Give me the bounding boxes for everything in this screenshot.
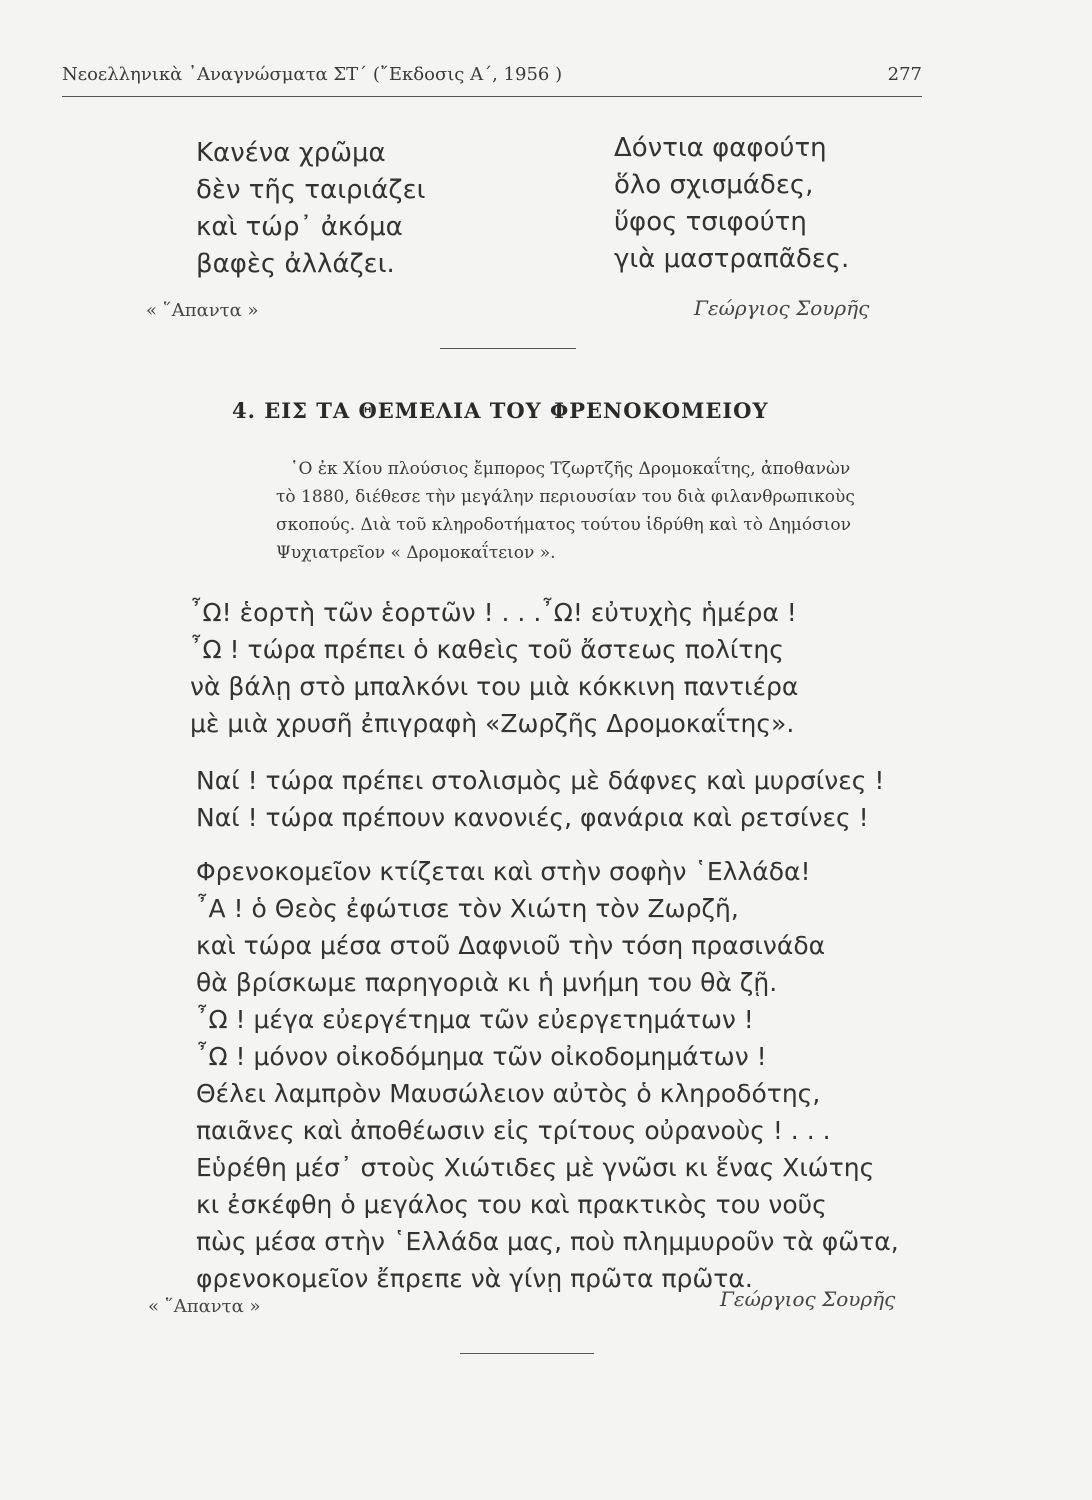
verse-line: ῏Ω ! μόνον οἰκοδόμημα τῶν οἰκοδομημάτων ! xyxy=(196,1042,767,1071)
verse-line: ῏Ω! ἑορτὴ τῶν ἑορτῶν ! . . .῏Ω! εὐτυχὴς ἡμέρα ! xyxy=(190,598,797,627)
poem-author: Γεώργιος Σουρῆς xyxy=(720,1287,896,1311)
verse-line: Φρενοκομεῖον κτίζεται καὶ στὴν σοφὴν ῾Ελλάδα! xyxy=(196,857,811,886)
verse-line: Δόντια φαφούτη xyxy=(614,133,827,163)
verse-line: μὲ μιὰ χρυσῆ ἐπιγραφὴ «Ζωρζῆς Δρομοκαΐτης». xyxy=(190,709,795,738)
section-intro xyxy=(276,455,926,567)
verse-line: καὶ τώρ᾿ ἀκόμα xyxy=(196,212,403,242)
verse-line: βαφὲς ἀλλάζει. xyxy=(196,249,395,279)
page-number: 277 xyxy=(887,64,922,85)
top-poem-right-stanza xyxy=(614,130,849,278)
verse-line: πὼς μέσα στὴν ῾Ελλάδα μας, ποὺ πλημμυροῦν τὰ φῶτα, xyxy=(196,1227,899,1256)
verse-line: δὲν τῆς ταιριάζει xyxy=(196,175,426,205)
verse-line: ῏Α ! ὁ Θεὸς ἐφώτισε τὸν Χιώτη τὸν Ζωρζῆ, xyxy=(196,894,739,923)
top-poem-left-stanza xyxy=(196,135,425,283)
section-divider xyxy=(440,348,576,349)
verse-line: παιᾶνες καὶ ἀποθέωσιν εἰς τρίτους οὐρανοὺς ! . . . xyxy=(196,1116,831,1145)
intro-line: σκοπούς. Διὰ τοῦ κληροδοτήματος τούτου ἱδρύθη καὶ τὸ Δημόσιον xyxy=(276,515,851,535)
running-title: Νεοελληνικὰ ᾿Αναγνώσματα ΣΤ´ (῎Εκδοσις Α´, 1956 ) xyxy=(62,64,563,85)
verse-line: Εὑρέθη μέσ᾿ στοὺς Χιώτιδες μὲ γνῶσι κι ἕνας Χιώτης xyxy=(196,1153,875,1182)
running-head xyxy=(62,64,922,85)
end-divider xyxy=(460,1353,594,1354)
verse-line: Κανένα χρῶμα xyxy=(196,138,386,168)
verse-line: καὶ τώρα μέσα στοῦ Δαφνιοῦ τὴν τόση πρασινάδα xyxy=(196,931,826,960)
verse-line: θὰ βρίσκωμε παρηγοριὰ κι ἡ μνήμη του θὰ ζῇ. xyxy=(196,968,778,997)
verse-line: ῏Ω ! μέγα εὐεργέτημα τῶν εὐεργετημάτων ! xyxy=(196,1005,754,1034)
header-rule xyxy=(62,96,922,97)
verse-line: νὰ βάλῃ στὸ μπαλκόνι του μιὰ κόκκινη παντιέρα xyxy=(190,672,799,701)
verse-line: κι ἐσκέφθη ὁ μεγάλος του καὶ πρακτικὸς του νοῦς xyxy=(196,1190,827,1219)
verse-line: Θέλει λαμπρὸν Μαυσώλειον αὐτὸς ὁ κληροδότης, xyxy=(196,1079,821,1108)
intro-line: τὸ 1880, διέθεσε τὴν μεγάλην περιουσίαν του διὰ φιλανθρωπικοὺς xyxy=(276,487,855,507)
section-title: 4. ΕΙΣ ΤΑ ΘΕΜΕΛΙΑ ΤΟΥ ΦΡΕΝΟΚΟΜΕΙΟΥ xyxy=(232,398,769,423)
poem-stanza-1 xyxy=(190,594,798,742)
top-poem-source: « ῞Απαντα » xyxy=(146,300,259,321)
poem-stanza-3 xyxy=(196,853,899,1297)
verse-line: Ναί ! τώρα πρέπουν κανονιές, φανάρια καὶ ρετσίνες ! xyxy=(196,803,869,832)
intro-line: ῾Ο ἐκ Χίου πλούσιος ἔμπορος Τζωρτζῆς Δρομοκαΐτης, ἀποθανὼν xyxy=(290,459,851,479)
top-poem-author: Γεώργιος Σουρῆς xyxy=(694,296,870,320)
verse-line: Ναί ! τώρα πρέπει στολισμὸς μὲ δάφνες καὶ μυρσίνες ! xyxy=(196,766,885,795)
verse-line: γιὰ μαστραπᾶδες. xyxy=(614,244,850,274)
poem-stanza-2 xyxy=(196,762,884,836)
poem-source: « ῞Απαντα » xyxy=(148,1296,261,1317)
intro-line: Ψυχιατρεῖον « Δρομοκαΐτειον ». xyxy=(276,543,556,563)
verse-line: ὕφος τσιφούτη xyxy=(614,207,807,237)
verse-line: φρενοκομεῖον ἔπρεπε νὰ γίνῃ πρῶτα πρῶτα. xyxy=(196,1264,753,1293)
verse-line: ὅλο σχισμάδες, xyxy=(614,170,814,200)
verse-line: ῏Ω ! τώρα πρέπει ὁ καθεὶς τοῦ ἄστεως πολίτης xyxy=(190,635,784,664)
